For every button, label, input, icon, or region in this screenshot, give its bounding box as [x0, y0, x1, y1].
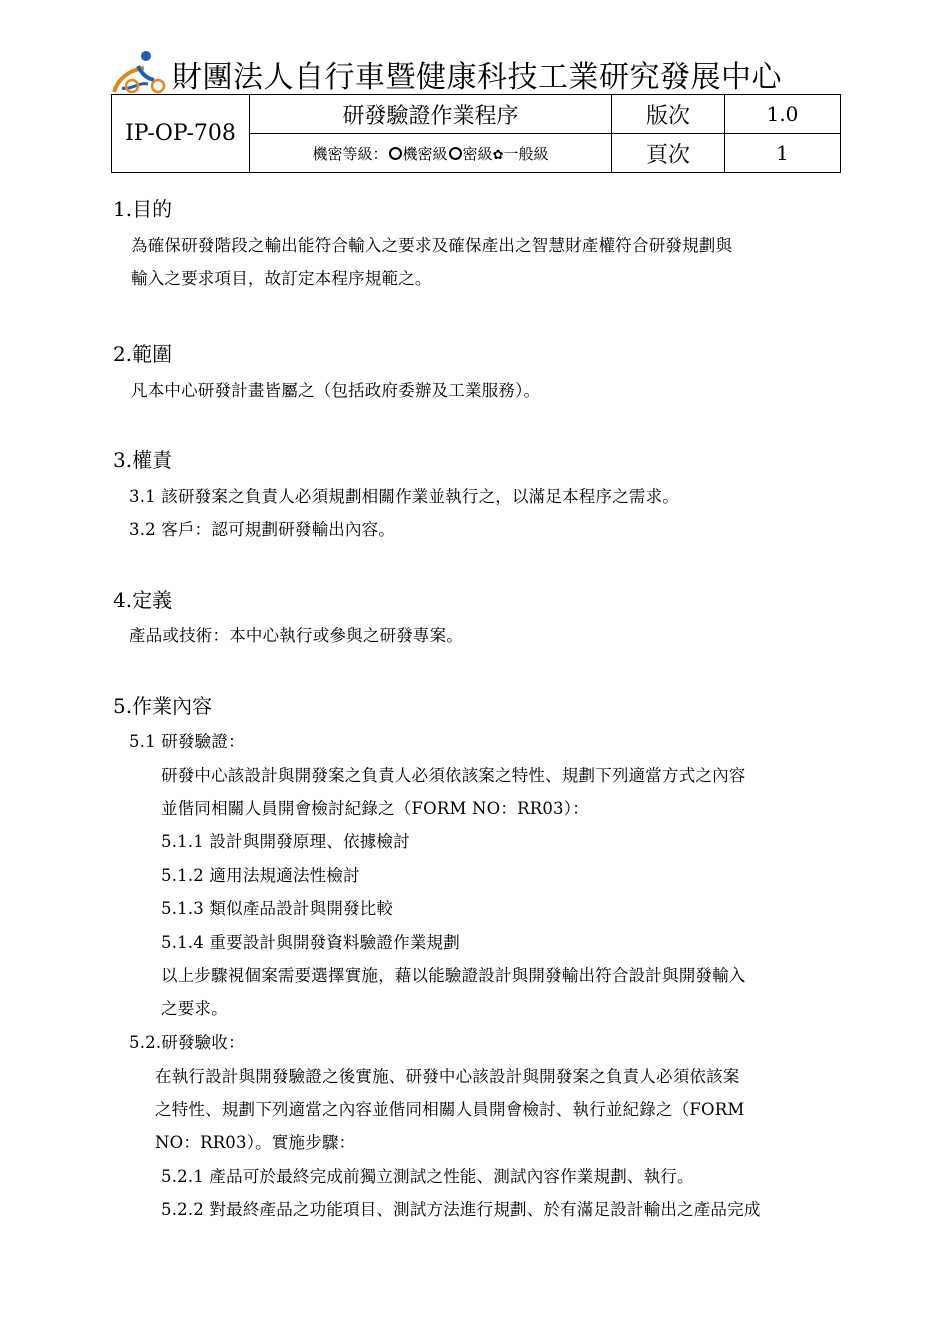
paragraph-line: 輸入之要求項目，故訂定本程序規範之。 [131, 269, 432, 288]
section-heading-responsibility: 3.權責 [113, 448, 173, 472]
list-item: 5.1.2 適用法規適法性檢討 [161, 866, 360, 885]
conf-option-general: 一般級 [503, 144, 549, 163]
organization-logo-icon [108, 48, 172, 96]
paragraph-line: 以上步驟視個案需要選擇實施，藉以能驗證設計與開發輸出符合設計與開發輸入 [161, 966, 746, 985]
subsection-heading: 5.1 研發驗證： [129, 732, 245, 751]
page-label: 頁次 [612, 134, 725, 173]
list-item: 5.2.2 對最終產品之功能項目、測試方法進行規劃、於有滿足設計輸出之產品完成 [161, 1200, 761, 1219]
paragraph-line: 之要求。 [161, 999, 228, 1018]
confidentiality-label: 機密等級： [312, 144, 388, 163]
list-item: 5.1.1 設計與開發原理、依據檢討 [161, 832, 410, 851]
paragraph-line: 之特性、規劃下列適當之內容並偕同相關人員開會檢討、執行並紀錄之（FORM [155, 1100, 745, 1119]
page-value: 1 [725, 134, 841, 173]
section-heading-scope: 2.範圍 [113, 342, 173, 366]
list-item: 3.2 客戶：認可規劃研發輸出內容。 [129, 520, 396, 539]
section-heading-purpose: 1.目的 [113, 197, 173, 221]
confidentiality-level [250, 134, 612, 173]
conf-option-secret: 密級 [462, 144, 493, 163]
list-item: 5.2.1 產品可於最終完成前獨立測試之性能、測試內容作業規劃、執行。 [161, 1167, 694, 1186]
document-number: IP-OP-708 [112, 95, 250, 173]
paragraph-line: NO：RR03）。實施步驟： [155, 1133, 356, 1152]
paragraph-line: 凡本中心研發計畫皆屬之（包括政府委辦及工業服務）。 [131, 381, 541, 400]
list-item: 5.1.3 類似產品設計與開發比較 [161, 899, 394, 918]
conf-option-secret-high: 機密級 [402, 144, 448, 163]
section-heading-definition: 4.定義 [113, 588, 173, 612]
section-heading-content: 5.作業內容 [113, 694, 213, 718]
document-header [108, 44, 848, 96]
paragraph-line: 為確保研發階段之輸出能符合輸入之要求及確保產出之智慧財產權符合研發規劃與 [131, 236, 733, 255]
paragraph-line: 研發中心該設計與開發案之負責人必須依該案之特性、規劃下列適當方式之內容 [161, 766, 746, 785]
list-item: 3.1 該研發案之負責人必須規劃相關作業並執行之，以滿足本程序之需求。 [129, 487, 679, 506]
list-item: 5.1.4 重要設計與開發資料驗證作業規劃 [161, 933, 460, 952]
radio-ring-icon [389, 147, 402, 160]
paragraph-line: 產品或技術：本中心執行或參與之研發專案。 [129, 626, 463, 645]
document-title: 研發驗證作業程序 [250, 95, 612, 134]
flower-outline-icon: ✿ [492, 147, 504, 163]
paragraph-line: 在執行設計與開發驗證之後實施、研發中心該設計與開發案之負責人必須依該案 [155, 1067, 740, 1086]
organization-name: 財團法人自行車暨健康科技工業研究發展中心 [172, 60, 782, 95]
subsection-heading: 5.2.研發驗收： [129, 1033, 245, 1052]
document-info-table [111, 94, 841, 173]
version-label: 版次 [612, 95, 725, 134]
version-value: 1.0 [725, 95, 841, 134]
paragraph-line: 並偕同相關人員開會檢討紀錄之（FORM NO：RR03）： [161, 799, 589, 818]
radio-ring-icon [449, 147, 462, 160]
